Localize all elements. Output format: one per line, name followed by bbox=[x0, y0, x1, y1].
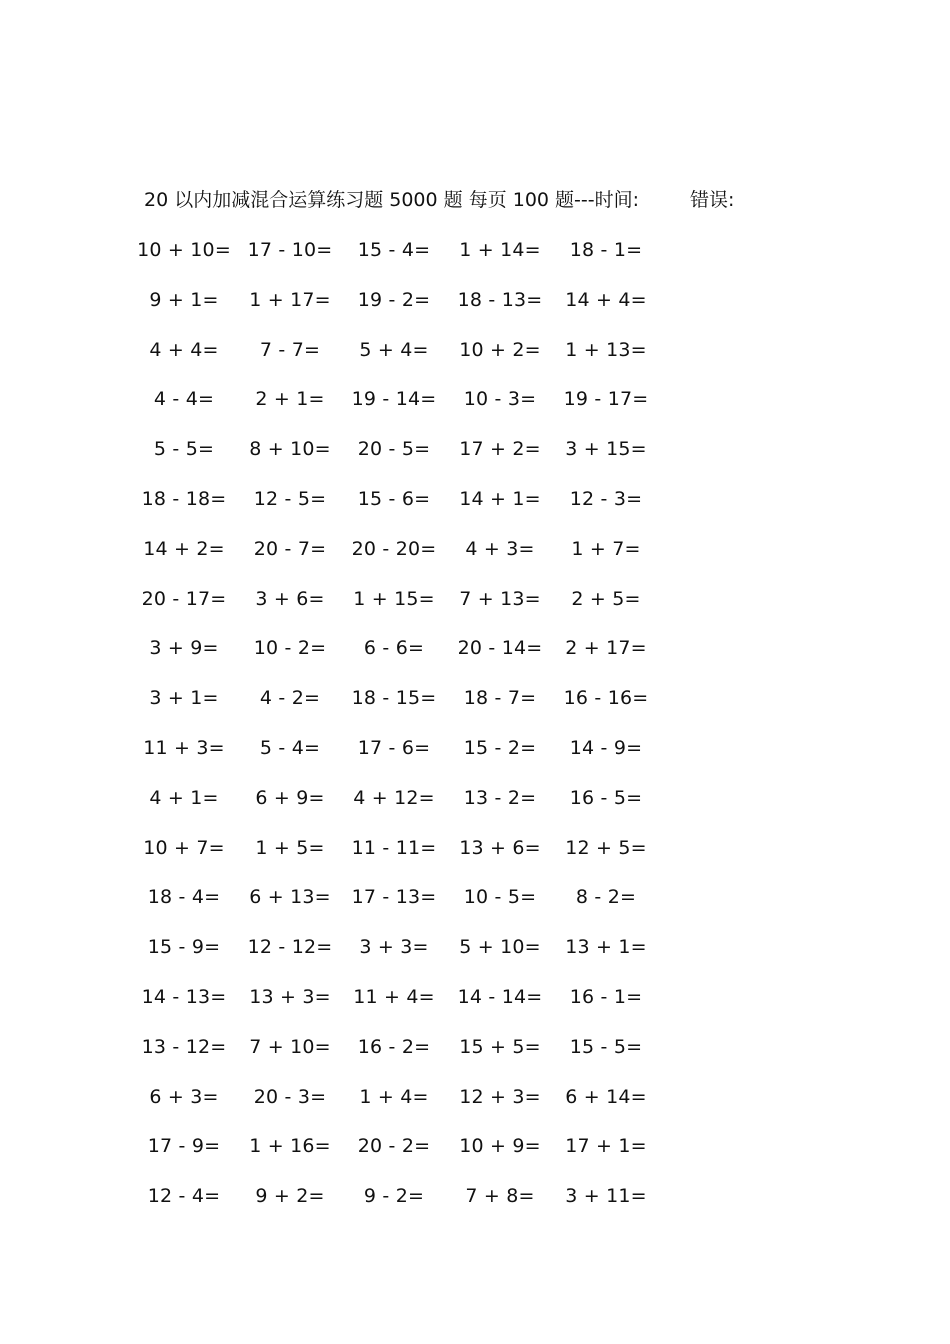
problem-r11-c3: 17 - 6= bbox=[357, 737, 431, 759]
problem-r15-c5: 13 + 1= bbox=[565, 936, 647, 959]
problem-r10-c5: 16 - 16= bbox=[563, 687, 649, 710]
problem-r8-c1: 20 - 17= bbox=[141, 587, 227, 610]
problem-r14-c2: 6 + 13= bbox=[249, 886, 331, 909]
problem-r9-c5: 2 + 17= bbox=[565, 637, 647, 660]
problem-r14-c1: 18 - 4= bbox=[147, 886, 221, 909]
problem-r15-c1: 15 - 9= bbox=[147, 936, 221, 959]
problem-r8-c4: 7 + 13= bbox=[459, 587, 541, 610]
problem-r11-c4: 15 - 2= bbox=[463, 737, 537, 759]
problem-r6-c5: 12 - 3= bbox=[569, 488, 643, 510]
problem-r5-c4: 17 + 2= bbox=[459, 438, 541, 461]
problem-r10-c2: 4 - 2= bbox=[259, 687, 321, 710]
problem-r15-c2: 12 - 12= bbox=[247, 936, 333, 959]
problem-r11-c5: 14 - 9= bbox=[569, 737, 643, 759]
problem-r2-c3: 19 - 2= bbox=[357, 288, 431, 311]
problem-r9-c1: 3 + 9= bbox=[149, 637, 219, 660]
problem-r20-c5: 3 + 11= bbox=[565, 1185, 647, 1208]
problem-r1-c1: 10 + 10= bbox=[137, 239, 231, 261]
problem-r17-c4: 15 + 5= bbox=[459, 1035, 541, 1058]
problem-r3-c2: 7 - 7= bbox=[259, 338, 321, 361]
problem-r13-c1: 10 + 7= bbox=[143, 836, 225, 859]
problem-r2-c4: 18 - 13= bbox=[457, 288, 543, 311]
problem-r4-c1: 4 - 4= bbox=[153, 388, 215, 411]
problem-r17-c5: 15 - 5= bbox=[569, 1035, 643, 1058]
problem-r3-c1: 4 + 4= bbox=[149, 338, 219, 361]
problem-r10-c4: 18 - 7= bbox=[463, 687, 537, 710]
problem-r16-c1: 14 - 13= bbox=[141, 986, 227, 1008]
problem-r7-c4: 4 + 3= bbox=[465, 537, 535, 560]
problem-r11-c2: 5 - 4= bbox=[259, 737, 321, 759]
problem-r20-c2: 9 + 2= bbox=[255, 1185, 325, 1208]
problem-r3-c3: 5 + 4= bbox=[359, 338, 429, 361]
problem-r17-c2: 7 + 10= bbox=[249, 1035, 331, 1058]
problem-r14-c4: 10 - 5= bbox=[463, 886, 537, 909]
problem-r1-c3: 15 - 4= bbox=[357, 239, 431, 261]
problem-r1-c2: 17 - 10= bbox=[247, 239, 333, 261]
problem-r6-c1: 18 - 18= bbox=[141, 488, 227, 510]
problem-r14-c3: 17 - 13= bbox=[351, 886, 437, 909]
problem-r7-c3: 20 - 20= bbox=[351, 537, 437, 560]
problem-r10-c3: 18 - 15= bbox=[351, 687, 437, 710]
problem-r4-c3: 19 - 14= bbox=[351, 388, 437, 411]
problem-r17-c1: 13 - 12= bbox=[141, 1035, 227, 1058]
problem-r19-c1: 17 - 9= bbox=[147, 1135, 221, 1158]
problem-r19-c4: 10 + 9= bbox=[459, 1135, 541, 1158]
problem-r1-c5: 18 - 1= bbox=[569, 239, 643, 261]
problem-r19-c2: 1 + 16= bbox=[249, 1135, 331, 1158]
problem-r16-c2: 13 + 3= bbox=[249, 986, 331, 1008]
problem-r12-c2: 6 + 9= bbox=[255, 786, 325, 809]
problem-r18-c4: 12 + 3= bbox=[459, 1085, 541, 1108]
problem-r13-c3: 11 - 11= bbox=[351, 836, 437, 859]
problem-r20-c4: 7 + 8= bbox=[465, 1185, 535, 1208]
problem-r6-c4: 14 + 1= bbox=[459, 488, 541, 510]
problem-r12-c5: 16 - 5= bbox=[569, 786, 643, 809]
problem-r18-c1: 6 + 3= bbox=[149, 1085, 219, 1108]
problem-r5-c3: 20 - 5= bbox=[357, 438, 431, 461]
worksheet-title-text: 20 以内加减混合运算练习题 5000 题 每页 100 题---时间: bbox=[144, 189, 640, 211]
problem-r16-c4: 14 - 14= bbox=[457, 986, 543, 1008]
problem-r12-c3: 4 + 12= bbox=[353, 786, 435, 809]
problem-r8-c5: 2 + 5= bbox=[571, 587, 641, 610]
problem-r15-c4: 5 + 10= bbox=[459, 936, 541, 959]
problem-r2-c5: 14 + 4= bbox=[565, 288, 647, 311]
problem-r18-c5: 6 + 14= bbox=[565, 1085, 647, 1108]
problem-r13-c4: 13 + 6= bbox=[459, 836, 541, 859]
problem-r5-c5: 3 + 15= bbox=[565, 438, 647, 461]
problem-r5-c2: 8 + 10= bbox=[249, 438, 331, 461]
problem-r18-c3: 1 + 4= bbox=[359, 1085, 429, 1108]
problem-r16-c5: 16 - 1= bbox=[569, 986, 643, 1008]
problem-r3-c5: 1 + 13= bbox=[565, 338, 647, 361]
problem-r2-c2: 1 + 17= bbox=[249, 288, 331, 311]
problem-r6-c3: 15 - 6= bbox=[357, 488, 431, 510]
problem-r13-c5: 12 + 5= bbox=[565, 836, 647, 859]
problem-r9-c2: 10 - 2= bbox=[253, 637, 327, 660]
problem-r19-c3: 20 - 2= bbox=[357, 1135, 431, 1158]
problem-r8-c3: 1 + 15= bbox=[353, 587, 435, 610]
problem-r4-c4: 10 - 3= bbox=[463, 388, 537, 411]
problem-r3-c4: 10 + 2= bbox=[459, 338, 541, 361]
problem-r20-c1: 12 - 4= bbox=[147, 1185, 221, 1208]
problem-r18-c2: 20 - 3= bbox=[253, 1085, 327, 1108]
problem-r4-c5: 19 - 17= bbox=[563, 388, 649, 411]
problem-r12-c4: 13 - 2= bbox=[463, 786, 537, 809]
problem-r2-c1: 9 + 1= bbox=[149, 288, 219, 311]
problem-r6-c2: 12 - 5= bbox=[253, 488, 327, 510]
errors-label: 错误: bbox=[690, 189, 735, 211]
problem-r7-c1: 14 + 2= bbox=[143, 537, 225, 560]
problem-r16-c3: 11 + 4= bbox=[353, 986, 435, 1008]
problem-r4-c2: 2 + 1= bbox=[255, 388, 325, 411]
problem-r9-c4: 20 - 14= bbox=[457, 637, 543, 660]
problem-r9-c3: 6 - 6= bbox=[363, 637, 425, 660]
problem-r5-c1: 5 - 5= bbox=[153, 438, 215, 461]
problem-r10-c1: 3 + 1= bbox=[149, 687, 219, 710]
problem-r20-c3: 9 - 2= bbox=[363, 1185, 425, 1208]
problem-r1-c4: 1 + 14= bbox=[459, 239, 541, 261]
problem-r13-c2: 1 + 5= bbox=[255, 836, 325, 859]
problem-r19-c5: 17 + 1= bbox=[565, 1135, 647, 1158]
problem-r15-c3: 3 + 3= bbox=[359, 936, 429, 959]
problem-r8-c2: 3 + 6= bbox=[255, 587, 325, 610]
problem-r7-c5: 1 + 7= bbox=[571, 537, 641, 560]
problem-r12-c1: 4 + 1= bbox=[149, 786, 219, 809]
problem-r14-c5: 8 - 2= bbox=[575, 886, 637, 909]
problem-r11-c1: 11 + 3= bbox=[143, 737, 225, 759]
problem-r7-c2: 20 - 7= bbox=[253, 537, 327, 560]
problem-r17-c3: 16 - 2= bbox=[357, 1035, 431, 1058]
